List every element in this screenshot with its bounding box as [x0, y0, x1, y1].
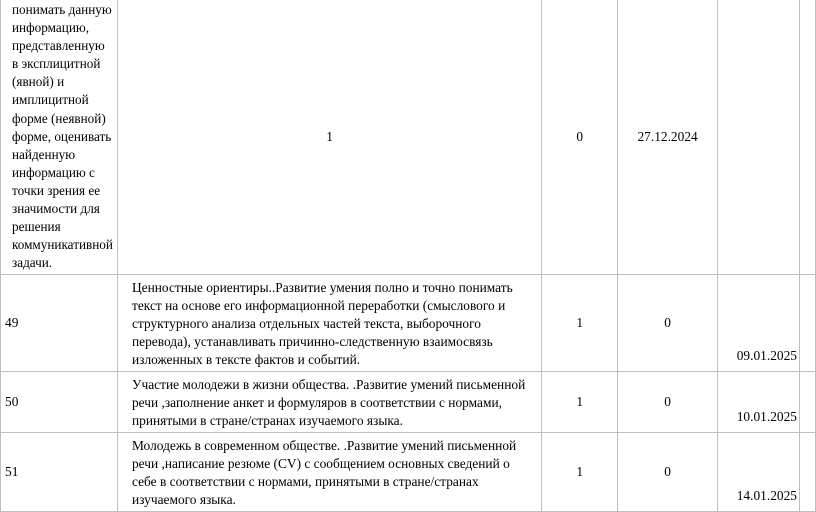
- table-row: [1, 433, 816, 512]
- edge-cell: [800, 0, 816, 275]
- total-hours-cell: 1: [542, 372, 618, 433]
- control-hours-cell: 0: [618, 433, 718, 512]
- lesson-number-cell: 50: [1, 372, 118, 433]
- total-hours-cell: 1: [117, 0, 541, 275]
- date-cell: 09.01.2025: [718, 275, 800, 372]
- control-hours-cell: 0: [618, 372, 718, 433]
- date-cell: 10.01.2025: [718, 372, 800, 433]
- lesson-topic-cell: Ценностные ориентиры..Развитие умения полно и точно понимать текст на основе его информационной переработки (смыслового и структурного анализа отдельных частей текста, выборочного перевода), устанавливать причинно-следственную взаимосвязь изложенных в тексте фактов и событий.: [117, 275, 541, 372]
- table-row: [1, 275, 816, 372]
- lesson-number-cell: 49: [1, 275, 118, 372]
- total-hours-cell: 1: [542, 275, 618, 372]
- edge-cell: [800, 433, 816, 512]
- lesson-number-cell: 51: [1, 433, 118, 512]
- edge-cell: [800, 372, 816, 433]
- table-row: [1, 0, 816, 275]
- date-cell: 14.01.2025: [718, 433, 800, 512]
- control-hours-cell: 0: [618, 275, 718, 372]
- lesson-description-cell: понимать данную информацию, представленную в эксплицитной (явной) и имплицитной форме (неявной) форме, оценивать найденную информацию с точки зрения ее значимости для решения коммуникативной задачи.: [1, 0, 118, 275]
- total-hours-cell: 1: [542, 433, 618, 512]
- edge-cell: [800, 275, 816, 372]
- lesson-topic-cell: Участие молодежи в жизни общества. .Развитие умений письменной речи ,заполнение анкет и формуляров в соответствии с нормами, принятыми в стране/странах изучаемого языка.: [117, 372, 541, 433]
- extra-cell: [718, 0, 800, 275]
- table-row: [1, 372, 816, 433]
- lesson-topic-cell: Молодежь в современном обществе. .Развитие умений письменной речи ,написание резюме (CV) с сообщением основных сведений о себе в соответствии с нормами, принятыми в стране/странах изучаемого языка.: [117, 433, 541, 512]
- date-cell: 27.12.2024: [618, 0, 718, 275]
- control-hours-cell: 0: [542, 0, 618, 275]
